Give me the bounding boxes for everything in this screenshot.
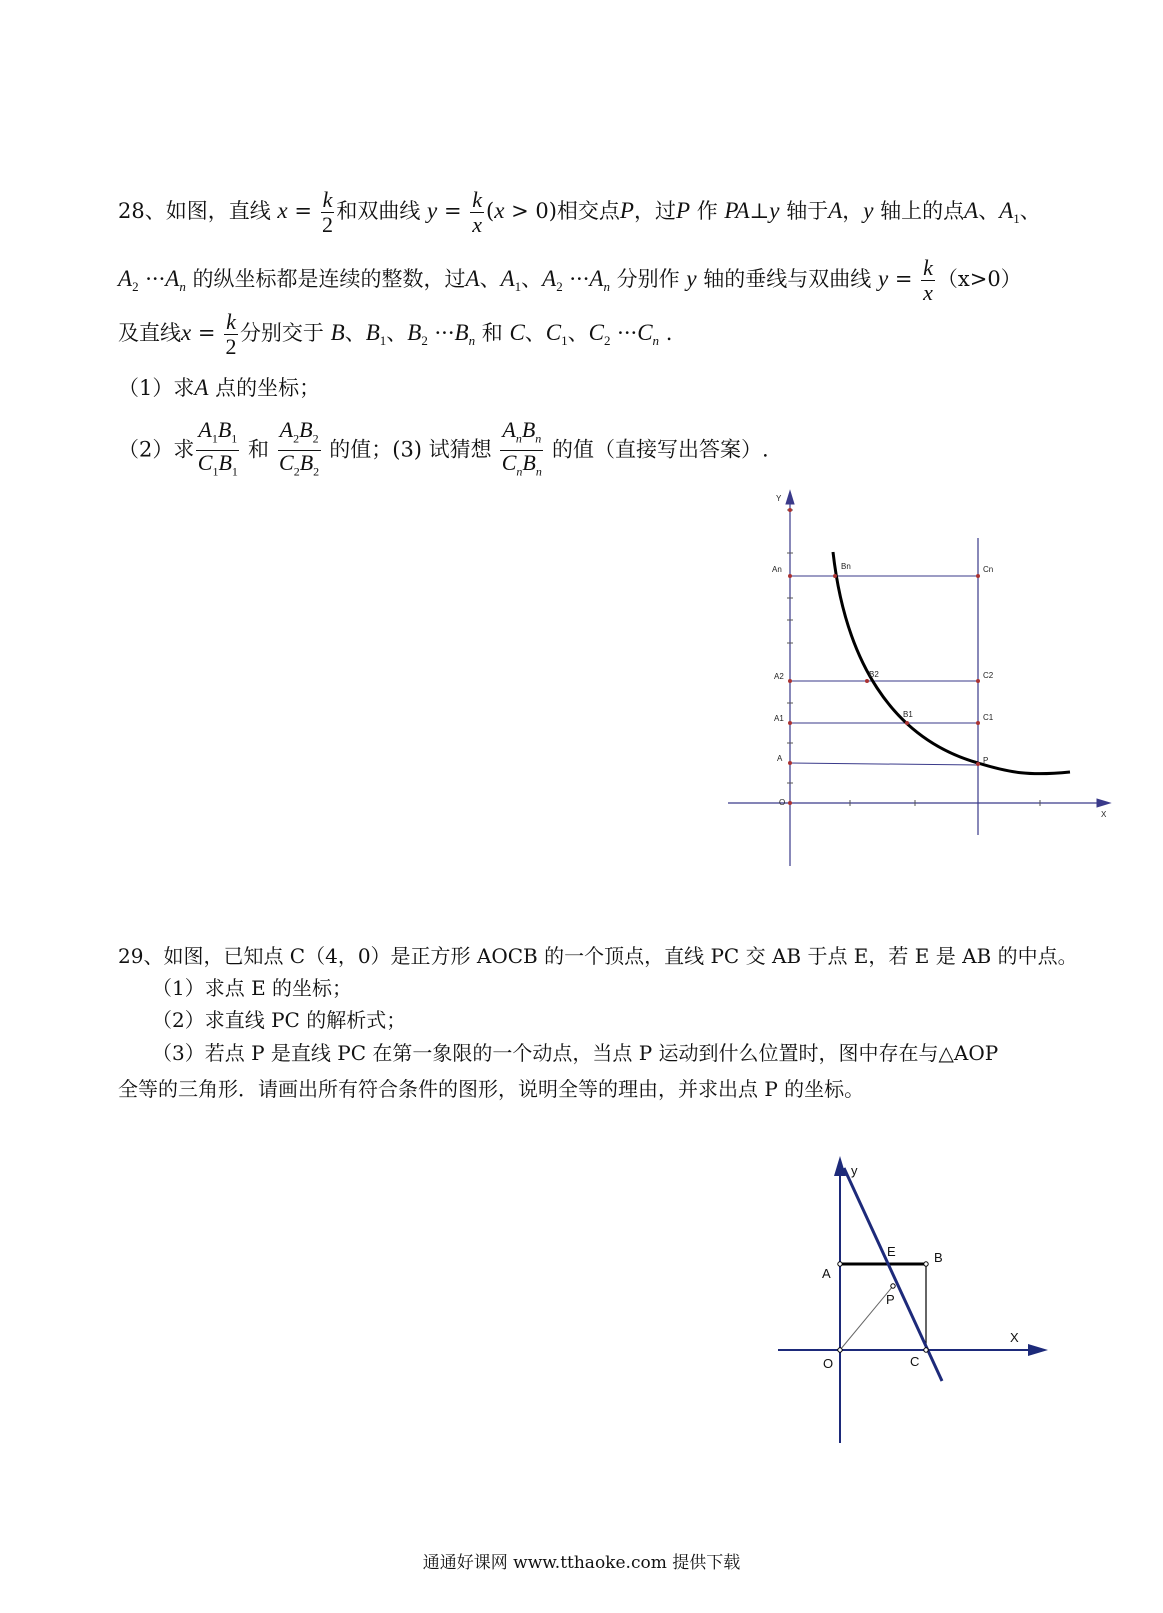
page-footer: 通通好课网 www.tthaoke.com 提供下载 <box>422 1553 741 1573</box>
q28-text: 的纵坐标都是连续的整数，过 <box>192 267 466 291</box>
q29-line1: 29、如图，已知点 C（4，0）是正方形 AOCB 的一个顶点，直线 PC 交 AB 于点 E，若 E 是 AB 的中点。 <box>118 944 1078 968</box>
label-an: An <box>772 565 782 574</box>
label-b2: B2 <box>869 670 879 679</box>
label-a2: A2 <box>774 672 784 681</box>
q29-sub2: （2）求直线 PC 的解析式； <box>152 1008 407 1032</box>
q28-text: 的值（直接写出答案）. <box>551 437 769 462</box>
label-c2: C2 <box>983 671 994 680</box>
label-x: X <box>1101 810 1107 819</box>
q28-text: ，过 <box>633 199 676 223</box>
q28-text: 轴的垂线与双曲线 <box>703 267 872 291</box>
q28-line1: 28、如图，直线 x = $\frac{k}{2}$ 和双曲线 y = $\frac{k}{x}$ (x > 0)相交点P，过P 作 PA⊥y 轴于A，y 轴上的点A、$A_1$、 <box>118 187 1041 237</box>
q28-text: （1）求 <box>118 376 195 400</box>
label-x: X <box>1010 1330 1019 1345</box>
label-b1: B1 <box>903 710 913 719</box>
y-arrow <box>834 1156 846 1176</box>
q28-text: 相交点 <box>556 199 620 223</box>
q28-text: 轴上的点 <box>880 199 965 223</box>
q28-text: 和 <box>481 321 503 345</box>
label-b: B <box>934 1250 943 1265</box>
fraction-a2b2-c2b2: $\frac{A_2B_2}{C_2B_2}$ <box>279 417 320 479</box>
q29-sub3: （3）若点 P 是直线 PC 在第一象限的一个动点，当点 P 运动到什么位置时，图中存在与△AOP <box>152 1041 999 1065</box>
label-a: A <box>777 754 783 763</box>
label-c1: C1 <box>983 713 994 722</box>
label-cn: Cn <box>983 565 994 574</box>
label-e: E <box>887 1244 896 1259</box>
hyperbola-curve <box>833 552 1070 774</box>
label-a: A <box>822 1266 831 1281</box>
q28-text: ， <box>842 199 864 223</box>
fraction-k-over-2: $\frac{k}{2}$ <box>225 309 237 359</box>
fraction-anbn-cnbn: $\frac{A_nB_n}{C_nB_n}$ <box>501 417 542 479</box>
figure-28 <box>720 488 1120 873</box>
fraction-k-over-x: $\frac{k}{x}$ <box>472 187 482 237</box>
label-a1: A1 <box>774 714 784 723</box>
y-arrow <box>786 491 794 504</box>
q28-text: 如图，直线 <box>165 199 271 223</box>
fraction-a1b1-c1b1: $\frac{A_1B_1}{C_1B_1}$ <box>197 417 238 479</box>
q28-text: 的值；(3) 试猜想 <box>329 437 492 462</box>
q28-text: （x>0） <box>936 267 1022 291</box>
q28-text: 及直线 <box>118 321 181 345</box>
label-p: P <box>886 1292 895 1307</box>
q28-text: （2）求 <box>118 437 195 462</box>
label-bn: Bn <box>841 562 851 571</box>
q28-text: 轴于 <box>786 199 829 223</box>
q28-number: 28、 <box>118 199 166 223</box>
fraction-k-over-2: $\frac{k}{2}$ <box>321 187 333 237</box>
q29-sub3-cont: 全等的三角形．请画出所有符合条件的图形，说明全等的理由，并求出点 P 的坐标。 <box>118 1077 865 1101</box>
q28-sub2 <box>118 418 769 484</box>
q28-sub1: （1）求A 点的坐标； <box>118 375 321 400</box>
q28-text: 分别作 <box>616 267 680 291</box>
horizontal-a <box>790 763 978 765</box>
q28-text: 作 <box>696 199 718 223</box>
label-c: C <box>910 1354 920 1369</box>
label-o: O <box>823 1356 834 1371</box>
q28-line3: 及直线x = $\frac{k}{2}$ 分别交于 B、$B_1$、$B_2 \cdot\cdot\cdot B_n$ 和 C、$C_1$、$C_2 \cdot\cdot\cdot C_n$ . <box>118 309 673 359</box>
label-o: O <box>779 798 786 807</box>
x-arrow <box>1097 799 1110 807</box>
q28-text: 分别交于 <box>239 321 324 345</box>
label-p: P <box>983 756 989 765</box>
q28-text: 点的坐标； <box>215 376 321 400</box>
q29-sub1: （1）求点 E 的坐标； <box>152 976 353 1000</box>
q28-text: 和双曲线 <box>336 199 421 223</box>
label-y: y <box>851 1163 858 1178</box>
x-arrow <box>1028 1344 1048 1356</box>
figure-29 <box>770 1150 1060 1450</box>
label-y: Y <box>776 494 782 503</box>
q28-text: 和 <box>247 437 269 462</box>
q28-line2: $A_2 \cdot\cdot\cdot A_n$ 的纵坐标都是连续的整数，过A、$A_1$、$A_2 \cdot\cdot\cdot A_n$ 分别作 y 轴的垂线与双曲线 y = $\frac{k}{x}$ （x>0） <box>118 255 1022 305</box>
fraction-k-over-x: $\frac{k}{x}$ <box>923 255 933 305</box>
